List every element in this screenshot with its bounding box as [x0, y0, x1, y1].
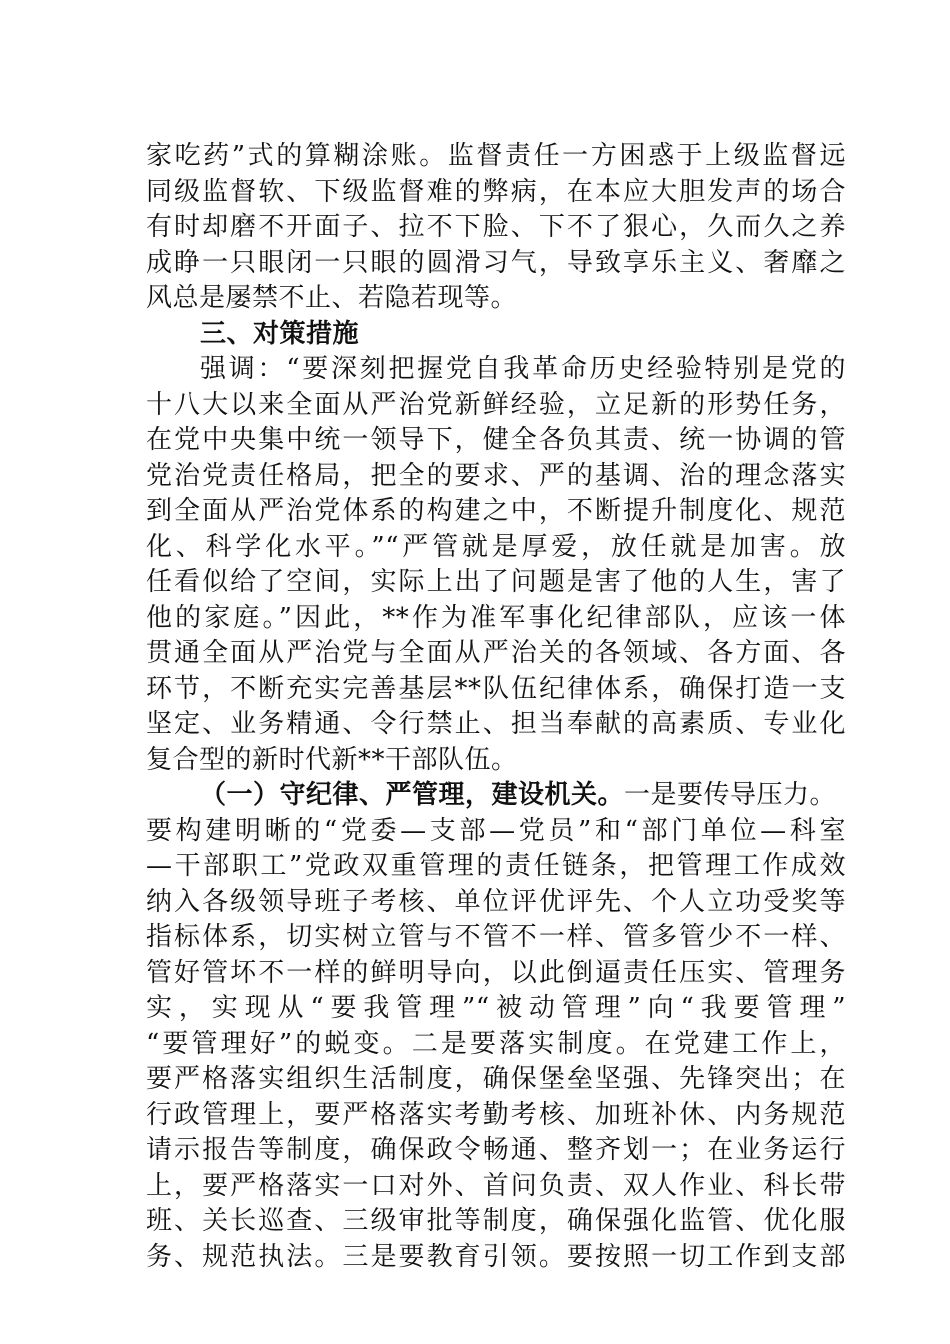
section-heading: 三、对策措施	[200, 318, 360, 349]
text-line: 党治党责任格局，把全的要求、严的基调、治的理念落实	[146, 460, 846, 491]
subsection-heading: （一）守纪律、严管理，建设机关。	[200, 780, 625, 810]
text-line: 环节，不断充实完善基层**队伍纪律体系，确保打造一支	[146, 673, 846, 704]
text-line: 要严格落实组织生活制度，确保堡垒坚强、先锋突出；在	[146, 1064, 846, 1094]
text-line: 他的家庭。”因此，**作为准军事化纪律部队，应该一体	[146, 602, 846, 633]
text-line: 贯通全面从严治党与全面从严治关的各领域、各方面、各	[146, 638, 846, 668]
text-line: 要构建明晰的“党委—支部—党员”和“部门单位—科室	[146, 815, 846, 846]
text-line: 实，实现从“要我管理”“被动管理”向“我要管理”	[146, 993, 846, 1023]
paragraph-emphasis	[146, 352, 846, 778]
text-line: 到全面从严治党体系的构建之中，不断提升制度化、规范	[146, 496, 846, 526]
text-line	[146, 778, 950, 814]
text-line: 务、规范执法。三是要教育引领。要按照一切工作到支部	[146, 1241, 846, 1272]
text-line: 复合型的新时代新**干部队伍。	[146, 744, 518, 775]
text-line: —干部职工”党政双重管理的责任链条，把管理工作成效	[146, 851, 846, 881]
text-line: 化、科学化水平。”“严管就是厚爱，放任就是加害。放	[146, 531, 846, 562]
text-line: 纳入各级领导班子考核、单位评优评先、个人立功受奖等	[146, 886, 846, 917]
text-line: 成睁一只眼闭一只眼的圆滑习气，导致享乐主义、奢靡之	[146, 247, 846, 278]
text-line: 家吃药”式的算糊涂账。监督责任一方困惑于上级监督远	[146, 141, 846, 171]
text-line: 在党中央集中统一领导下，健全各负其责、统一协调的管	[146, 425, 846, 455]
text-line: 指标体系，切实树立管与不管不一样、管多管少不一样、	[146, 922, 846, 952]
text-line: 同级监督软、下级监督难的弊病，在本应大胆发声的场合	[146, 176, 846, 207]
text-line: “要管理好”的蜕变。二是要落实制度。在党建工作上，	[146, 1028, 846, 1059]
document-body	[146, 139, 846, 1275]
text-run: 一是要传导压力。	[624, 780, 837, 810]
text-line: 坚定、业务精通、令行禁止、担当奉献的高素质、专业化	[146, 709, 846, 739]
text-line: 任看似给了空间，实际上出了问题是害了他的人生，害了	[146, 567, 846, 597]
text-line: 班、关长巡查、三级审批等制度，确保强化监管、优化服	[146, 1206, 846, 1236]
text-line: 管好管坏不一样的鲜明导向，以此倒逼责任压实、管理务	[146, 957, 846, 988]
paragraph-discipline	[146, 778, 846, 1275]
text-line: 强调：“要深刻把握党自我革命历史经验特别是党的	[200, 354, 846, 384]
paragraph-continuation	[146, 139, 846, 317]
text-line: 行政管理上，要严格落实考勤考核、加班补休、内务规范	[146, 1099, 846, 1130]
text-line: 请示报告等制度，确保政令畅通、整齐划一；在业务运行	[146, 1135, 846, 1165]
text-line: 上，要严格落实一口对外、首问负责、双人作业、科长带	[146, 1170, 846, 1201]
text-line: 十八大以来全面从严治党新鲜经验，立足新的形势任务，	[146, 389, 846, 420]
text-line: 有时却磨不开面子、拉不下脸、下不了狠心，久而久之养	[146, 212, 846, 242]
text-line: 风总是屡禁不止、若隐若现等。	[146, 283, 518, 313]
